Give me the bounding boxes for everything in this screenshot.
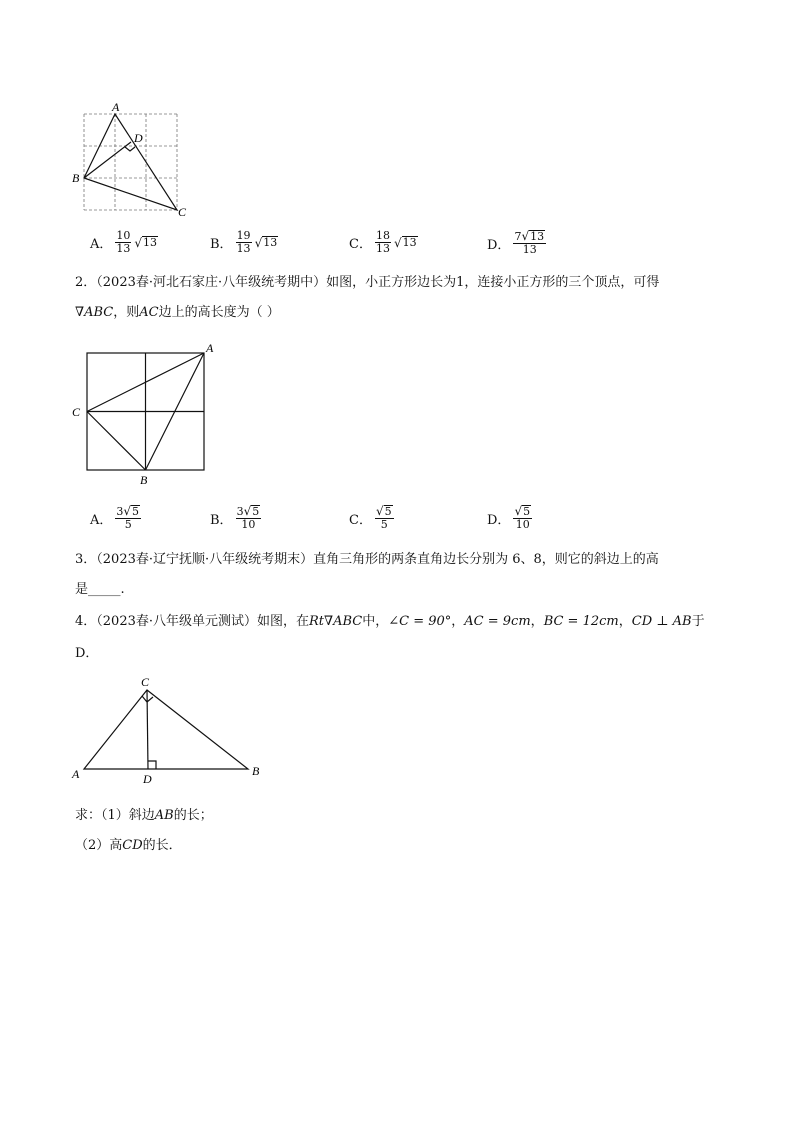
q2-option-c[interactable]: C． √ 5 5: [349, 504, 392, 531]
q1-option-a[interactable]: A． $\frac{10}{13}$ √ 13: [90, 229, 158, 255]
q2-option-d[interactable]: D． √ 5 10: [487, 504, 531, 531]
q1-option-d[interactable]: D． 7 √ 13 13: [487, 229, 545, 256]
fig4-label-A: A: [72, 767, 80, 781]
fig4-label-D: D: [143, 772, 152, 786]
q2-line1: 2．（2023春·河北石家庄·八年级统考期中）如图，小正方形边长为1，连接小正方形的三个顶点，可得: [75, 275, 660, 290]
fig2-label-B: B: [140, 473, 148, 487]
fig1-label-C: C: [178, 205, 187, 219]
fig1-label-A: A: [112, 100, 120, 114]
q3-line2: 是_____.: [75, 582, 125, 597]
q2-line2: ∇ABC，则AC边上的高长度为（ ）: [75, 305, 280, 320]
q4-line2: D．: [75, 646, 99, 661]
q1-option-c[interactable]: C． $\frac{18}{13}$ √ 13: [349, 229, 417, 255]
fig4-label-C: C: [141, 675, 150, 689]
fig2-label-A: A: [206, 341, 214, 355]
figure-1-grid-triangle: [70, 98, 200, 223]
q4-ask-2: （2）高CD的长．: [75, 838, 182, 853]
q3-line1: 3．（2023春·辽宁抚顺·八年级统考期末）直角三角形的两条直角边长分别为 6、8，则它的斜边上的高: [75, 552, 659, 567]
fig2-label-C: C: [72, 405, 81, 419]
fig4-label-B: B: [252, 764, 260, 778]
fig1-label-D: D: [134, 131, 143, 145]
figure-2-square-triangle: [70, 340, 220, 488]
q4-ask-1: 求：（1）斜边AB的长；: [75, 808, 213, 823]
figure-4-right-triangle: [68, 672, 268, 790]
q1-option-b[interactable]: B． $\frac{19}{13}$ √ 13: [210, 229, 278, 255]
fig1-label-B: B: [72, 171, 80, 185]
q4-line1: 4．（2023春·八年级单元测试）如图，在Rt∇ABC中，∠C = 90°，AC = 9cm，BC = 12cm，CD ⊥ AB于: [75, 614, 705, 629]
q2-option-b[interactable]: B． 3 √ 5 10: [210, 504, 260, 531]
q2-option-a[interactable]: A． 3 √ 5 5: [90, 504, 140, 531]
